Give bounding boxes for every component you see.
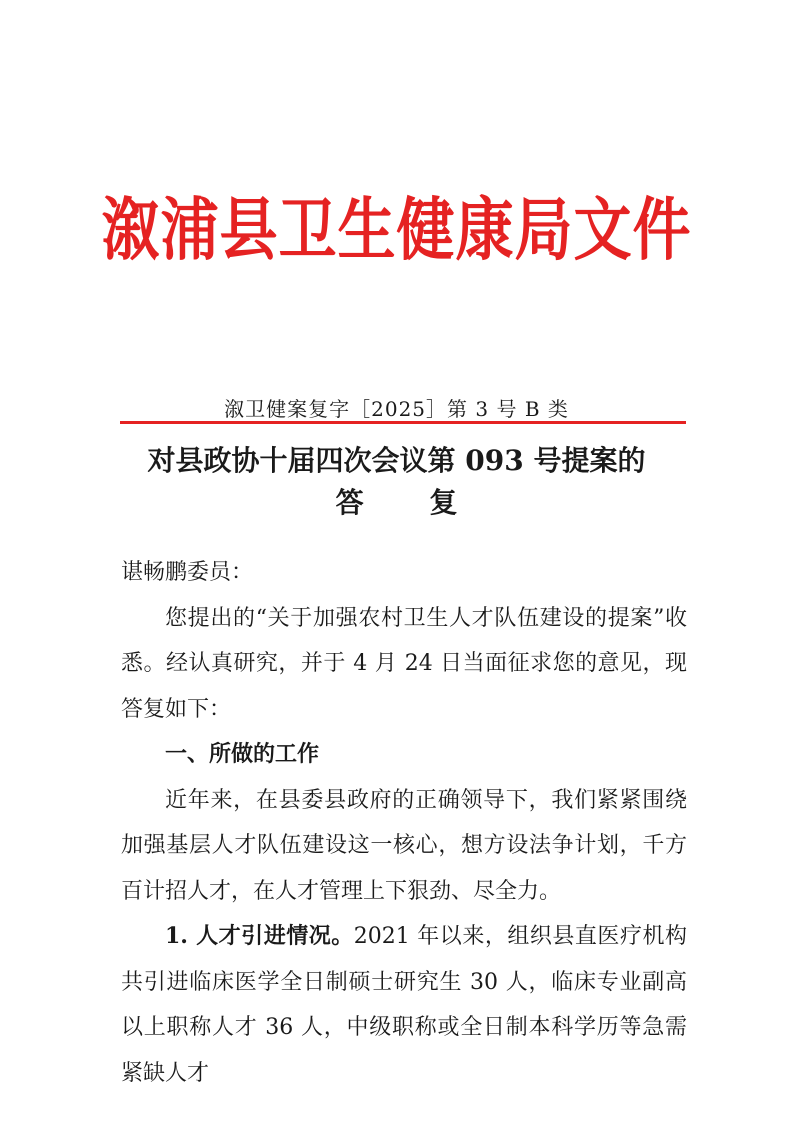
section-heading: 一、所做的工作 [165, 742, 320, 767]
item-lead: 1. 人才引进情况。 [165, 923, 354, 949]
document-body [121, 550, 687, 1096]
reply-title-line2: 答 复 [335, 486, 486, 519]
reply-title [0, 440, 793, 524]
section-paragraph: 近年来，在县委县政府的正确领导下，我们紧紧围绕加强基层人才队伍建设这一核心，想方设法争计划，千方百计招人才，在人才管理上下狠劲、尽全力。 [121, 787, 687, 904]
item-paragraph [121, 914, 687, 1096]
intro-paragraph: 您提出的“关于加强农村卫生人才队伍建设的提案”收悉。经认真研究，并于 4 月 24 日当面征求您的意见，现答复如下： [121, 605, 687, 722]
document-header-title: 溆浦县卫生健康局文件 [101, 189, 692, 270]
salutation: 谌畅鹏委员： [121, 560, 254, 585]
item-text: 2021 年以来，组织县直医疗机构共引进临床医学全日制硕士研究生 30 人，临床专业副高以上职称人才 36 人，中级职称或全日制本科学历等急需紧缺人才 [121, 924, 687, 1086]
header-divider [120, 421, 686, 424]
document-number: 溆卫健案复字［2025］第 3 号 B 类 [224, 397, 569, 421]
reply-title-line1: 对县政协十届四次会议第 093 号提案的 [147, 444, 646, 477]
